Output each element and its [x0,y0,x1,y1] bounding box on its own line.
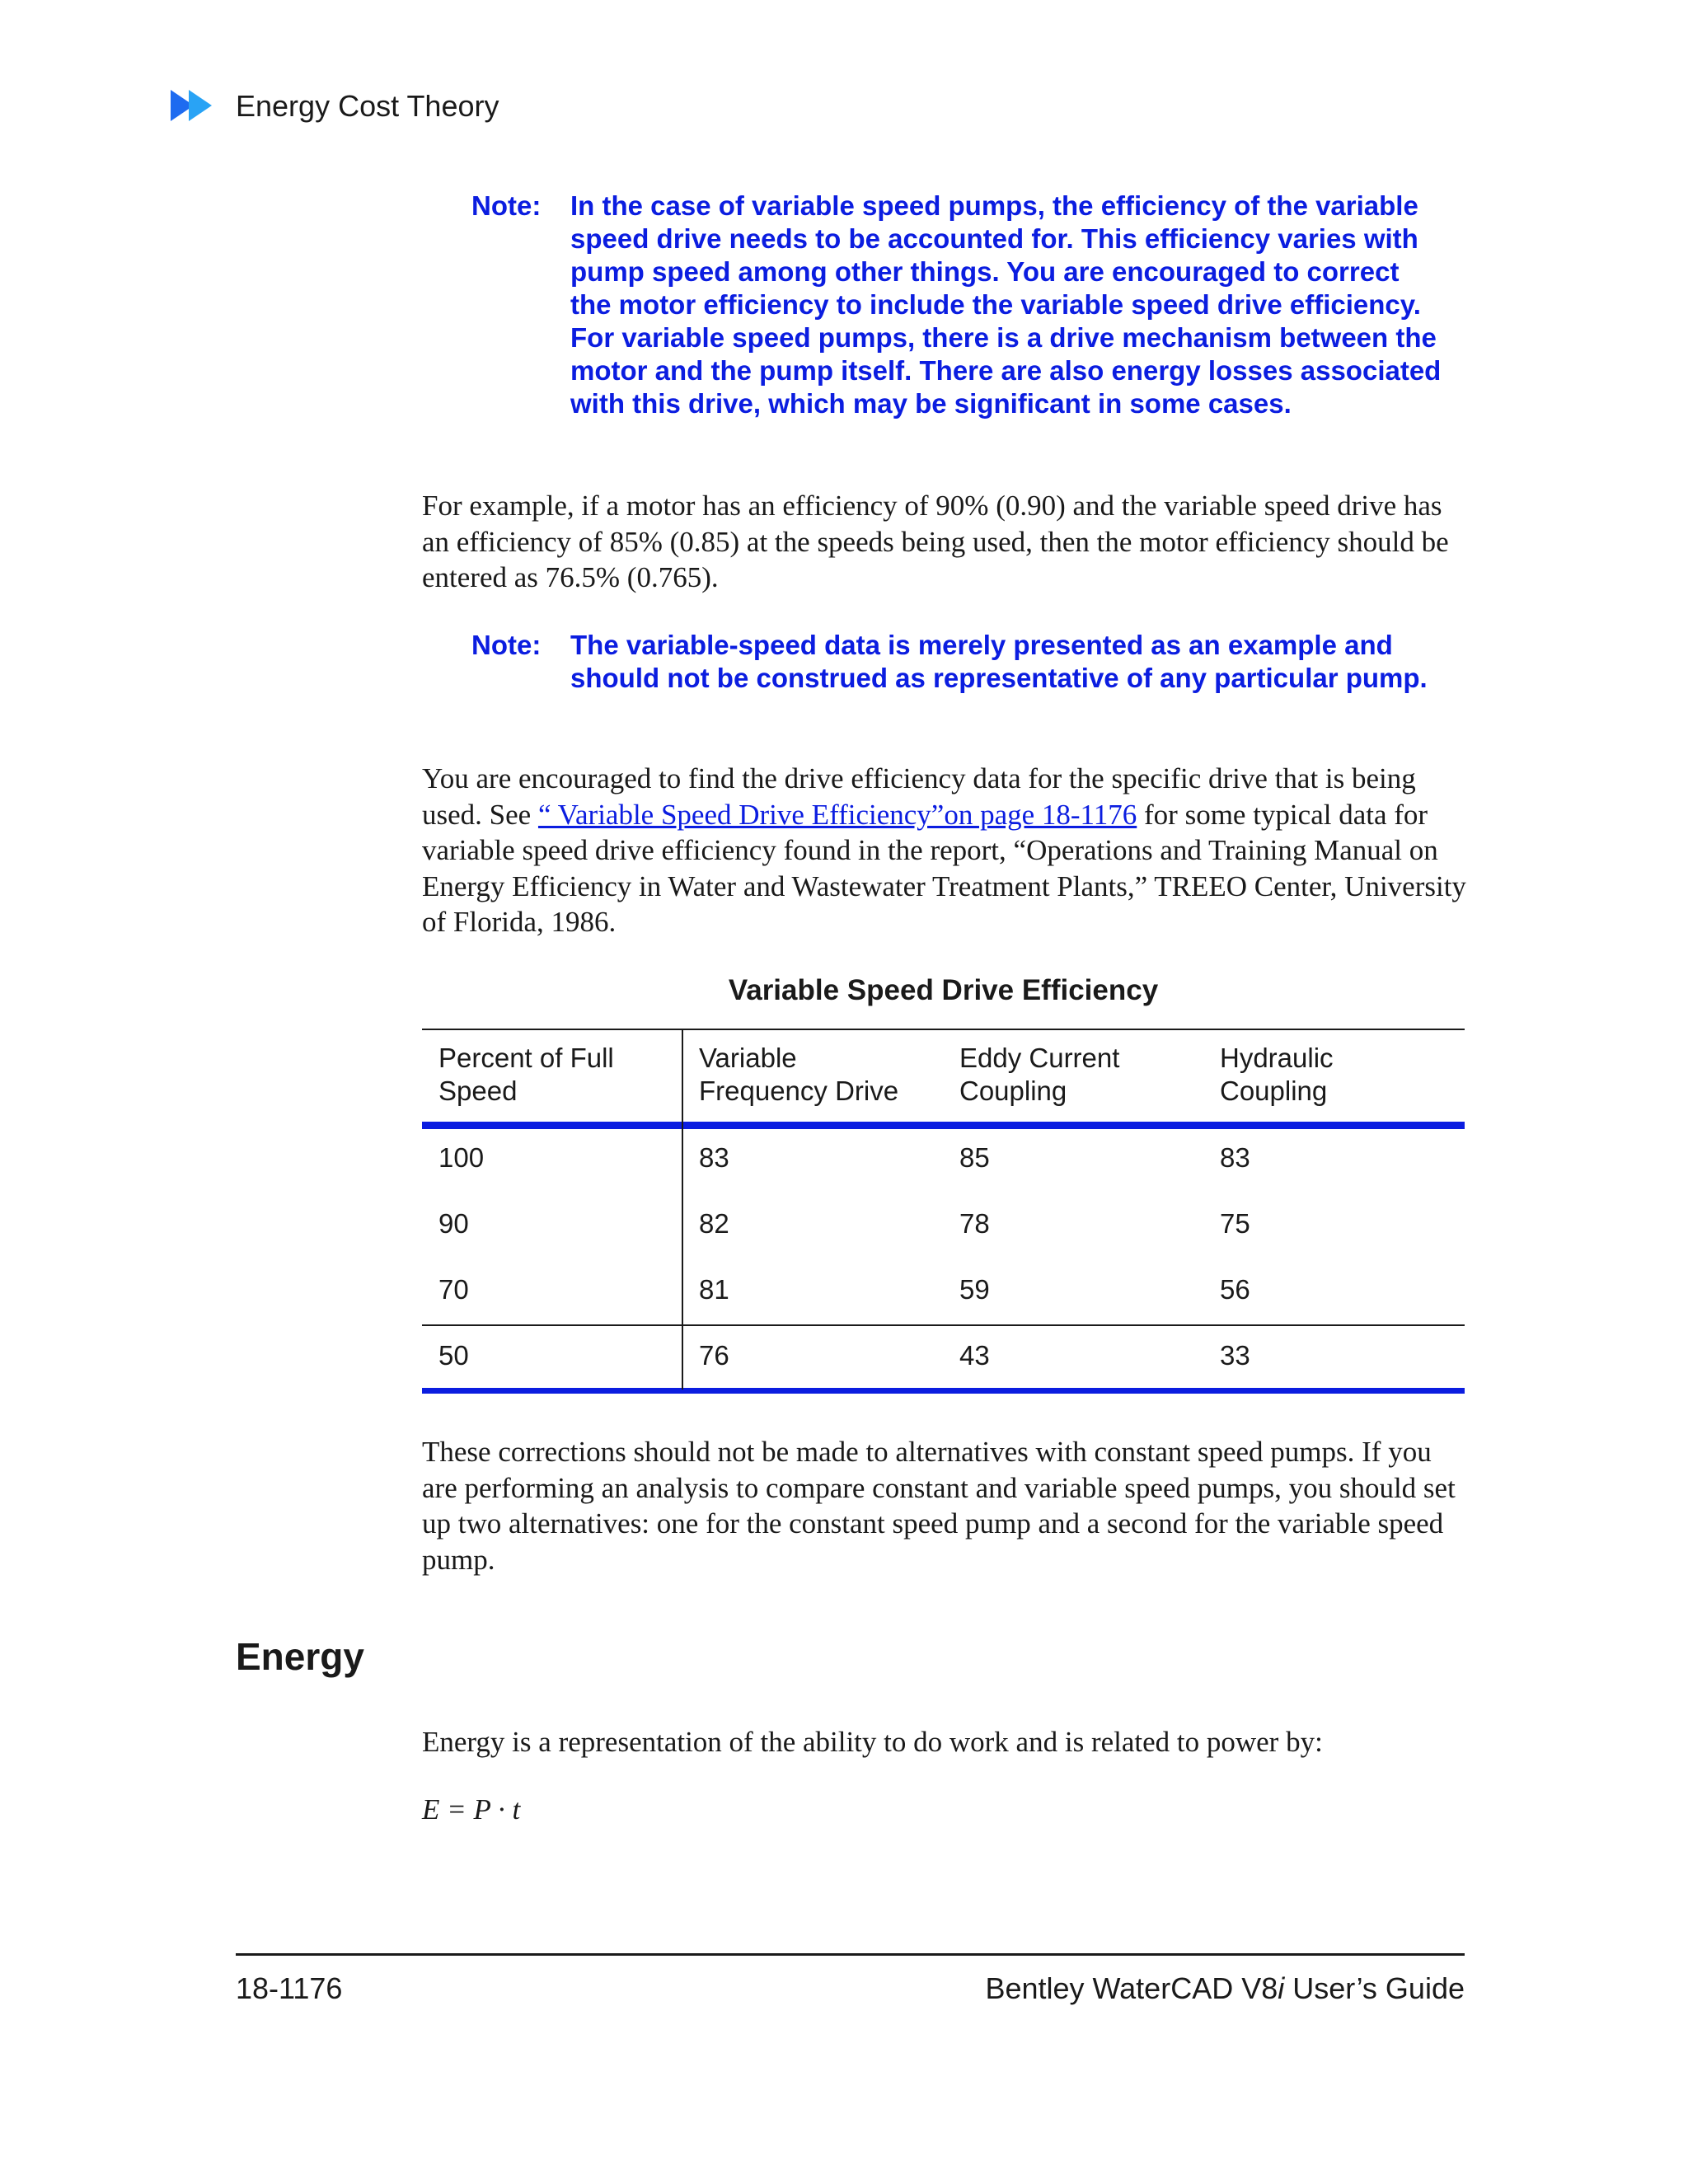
note-label: Note: [471,630,542,660]
table-header-cell: Hydraulic Coupling [1220,1043,1334,1106]
note-text: The variable-speed data is merely presented as an example and should not be construed as representative of any particular pump. [570,630,1428,693]
body-paragraph [422,761,1469,940]
body-paragraph: Energy is a representation of the ability to do work and is related to power by: [422,1726,1323,1758]
table-header-cell: Percent of Full Speed [438,1043,614,1106]
table-cell: 82 [699,1208,729,1239]
table-bottom-rule [422,1388,1465,1394]
table-header-cell: Eddy Current Coupling [959,1043,1120,1106]
body-paragraph: These corrections should not be made to alternatives with constant speed pumps. If you are performing an analysis to compare constant and variable speed pumps, you should set up two alternatives: one for the constant speed pump and a second for the variable speed pump. [422,1436,1456,1576]
guide-title: Bentley WaterCAD V8i User’s Guide [985,1971,1465,2005]
table-top-rule [422,1029,1465,1030]
note-label: Note: [471,190,542,221]
table-cell: 59 [959,1274,990,1305]
table-row-divider [422,1324,1465,1326]
running-header-title: Energy Cost Theory [236,89,499,123]
table-cell: 85 [959,1142,990,1173]
paragraph-text: for some typical data for variable speed drive efficiency found in the report, “Operations and Training Manual on Energy Efficiency in Water and Wastewater Treatment Plants,” TREEO Center, University of Florida, 1986. [422,798,1466,938]
section-heading: Energy [236,1635,364,1678]
table-cell: 43 [959,1340,990,1371]
table-title: Variable Speed Drive Efficiency [728,974,1159,1006]
note-text: In the case of variable speed pumps, the efficiency of the variable speed drive needs to be accounted for. This efficiency varies with pump speed among other things. You are encouraged to correct the motor efficiency to include the variable speed drive efficiency. For variable speed pumps, there is a drive mechanism between the motor and the pump itself. There are also energy losses associated with this drive, which may be significant in some cases. [570,190,1442,419]
double-chevron-right-icon [169,87,222,124]
page-number: 18-1176 [236,1971,343,2005]
table-cell: 90 [438,1208,469,1239]
energy-formula: E = P · t [422,1793,521,1825]
table-cell: 75 [1220,1208,1250,1239]
note-box [471,190,1444,462]
table-cell: 33 [1220,1340,1250,1371]
table-cell: 70 [438,1274,469,1305]
paragraph-text: You are encouraged to find the drive efficiency data for the specific drive that is being used. See [422,762,1416,831]
table-cell: 83 [1220,1142,1250,1173]
footer-rule [236,1953,1465,1956]
efficiency-table [422,1029,1465,1394]
table-cell: 50 [438,1340,469,1371]
body-paragraph: For example, if a motor has an efficiency of 90% (0.90) and the variable speed drive has an efficiency of 85% (0.85) at the speeds being used, then the motor efficiency should be entered as 76.5% (0.765). [422,490,1449,593]
table-header-cell: Variable Frequency Drive [699,1043,899,1106]
table-cell: 76 [699,1340,729,1371]
table-cell: 78 [959,1208,990,1239]
note-box [471,629,1444,736]
table-header-rule [422,1122,1465,1129]
table-cell: 83 [699,1142,729,1173]
table-cell: 81 [699,1274,729,1305]
table-cell: 100 [438,1142,485,1173]
cross-reference-link[interactable]: “ Variable Speed Drive Efficiency”on page 18-1176 [537,798,1137,831]
table-cell: 56 [1220,1274,1250,1305]
table-column-divider [682,1029,683,1390]
